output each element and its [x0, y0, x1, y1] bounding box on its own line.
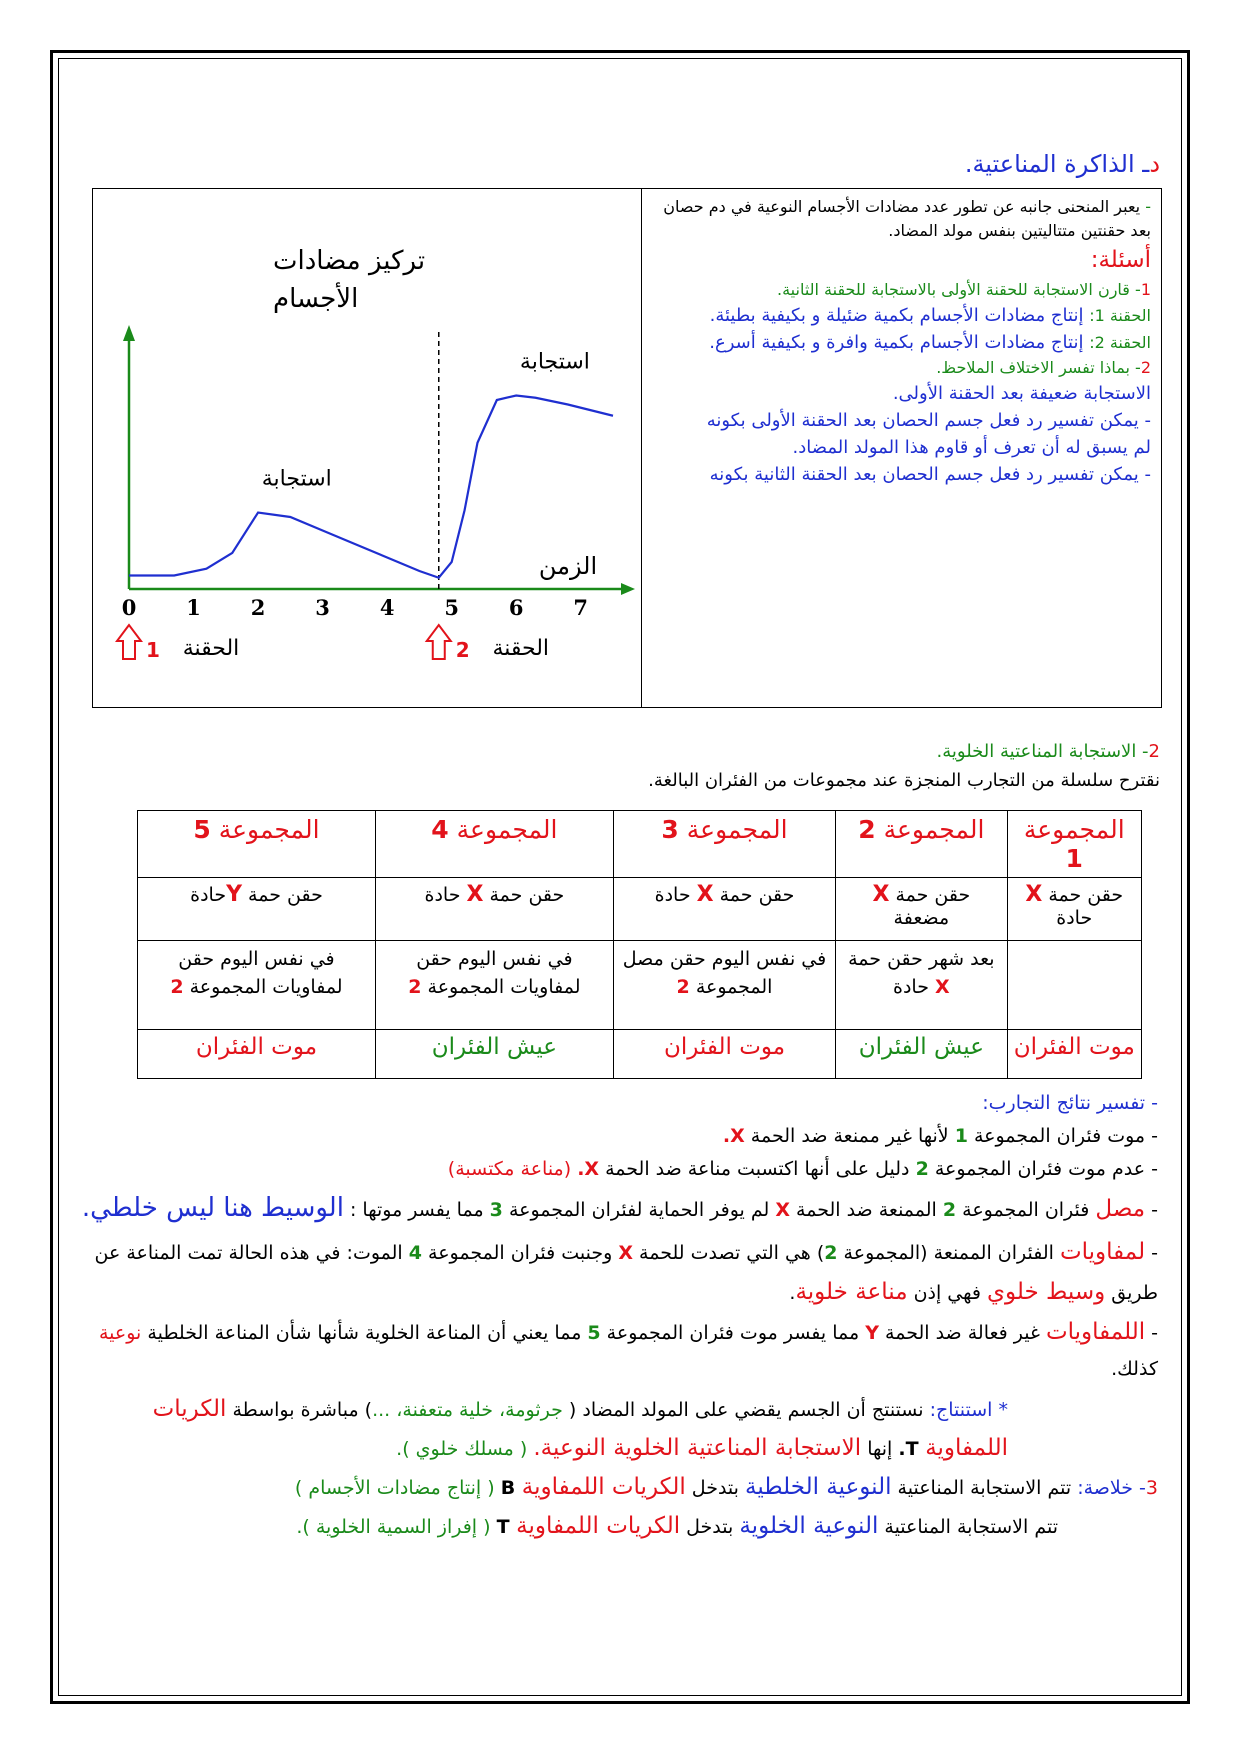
injection-text: حقن حمة [889, 883, 971, 906]
y-axis-arrow [123, 325, 135, 341]
injection-arrow-icon [427, 625, 451, 659]
x-tick-label: 7 [573, 595, 589, 620]
x-tick-label: 6 [508, 595, 524, 620]
highlight-value: X [935, 976, 950, 999]
group-header-4 [375, 810, 613, 877]
second-text: بعد شهر حقن حمة [848, 947, 995, 970]
injection-arrow-icon [117, 625, 141, 659]
x-axis-label: الزمن [538, 552, 598, 580]
table-row-result [138, 1029, 1142, 1078]
x-tick-label: 5 [444, 595, 459, 620]
first-injection-1 [1007, 877, 1142, 940]
x-tick-label: 4 [379, 595, 395, 620]
virus-letter: X [696, 881, 714, 907]
table-header-row [138, 810, 1142, 877]
group-word: المجموعة [686, 814, 788, 844]
group-word: المجموعة [218, 814, 320, 844]
questions-heading: أسئلة: [1090, 247, 1151, 273]
result-2: عيش الفئران [836, 1029, 1007, 1078]
group-number: 3 [661, 814, 679, 844]
group-number: 5 [193, 814, 211, 844]
x-tick-label: 3 [315, 595, 330, 620]
highlight-value: 2 [676, 976, 690, 999]
virus-letter: X [1025, 881, 1043, 907]
injection-text: حقن حمة [483, 883, 565, 906]
first-injection-2 [836, 877, 1007, 940]
injection-text: مضعفة [893, 906, 950, 929]
group-header-1 [1007, 810, 1142, 877]
antibody-chart-svg [93, 189, 641, 707]
section-d-title: دـ الذاكرة المناعتية. [964, 150, 1160, 178]
highlight-value: 2 [170, 976, 184, 999]
group-header-5 [138, 810, 376, 877]
injection-text: حادة [654, 883, 697, 906]
experiments-table [137, 810, 1142, 1079]
y-axis-label-line2: الأجسام [273, 284, 359, 314]
injection-number-1: 1 [146, 638, 160, 662]
group-number: 1 [1065, 843, 1083, 873]
interpretation: - تفسير نتائج التجارب: - موت فئران المجموعة 1 لأنها غير ممنعة ضد الحمة X. - عدم موت فئران المجموعة 2 دليل على أنها اكتسبت مناعة ضد الحمة X. (مناعة مكتسبة) - مصل فئران المجموعة 2 الممنعة ضد الحمة X لم يوفر الحماية لفئران المجموعة 3 مما يفسر موتها : الوسيط هنا ليس خلطي. - لمفاويات الفئران الممنعة (المجموعة 2) هي التي تصدت للحمة X وجنبت فئران المجموعة 4 الموت: في هذه الحالة تمت المناعة عن طريق وسيط خلوي فهي إذن مناعة خلوية. - اللمفاويات غير فعالة ضد الحمة Y مما يفسر موت فئران المجموعة 5 مما يعني أن المناعة الخلوية شأنها شأن المناعة الخلطية نوعية كذلك. [81, 1091, 1158, 1380]
section-2: 2- الاستجابة المناعتية الخلوية. نقترح سلسلة من التجارب المنجزة عند مجموعات من الفئران البالغة. [70, 738, 1160, 796]
second-injection-3 [613, 940, 835, 1029]
group-header-2 [836, 810, 1007, 877]
second-text: في نفس اليوم حقن لمفاويات المجموعة [178, 947, 343, 999]
x-tick-label: 0 [121, 595, 137, 620]
x-tick-label: 2 [250, 595, 266, 620]
virus-letter: X [872, 881, 890, 907]
second-text: في نفس اليوم حقن لمفاويات المجموعة [416, 947, 581, 999]
injection-text: حقن حمة [1042, 883, 1124, 906]
table-row-first-injection [138, 877, 1142, 940]
result-5: موت الفئران [138, 1029, 376, 1078]
response-annotation-2: استجابة [519, 349, 590, 375]
group-word: المجموعة [456, 814, 558, 844]
group-word: المجموعة [1023, 814, 1125, 844]
second-text: حادة [893, 976, 936, 999]
antibody-chart [93, 189, 642, 707]
virus-letter: X [466, 881, 484, 907]
first-injection-3 [613, 877, 835, 940]
result-4: عيش الفئران [375, 1029, 613, 1078]
table-row-second-injection [138, 940, 1142, 1029]
response-annotation-1: استجابة [261, 466, 332, 492]
group-number: 2 [858, 814, 876, 844]
section-2-intro: نقترح سلسلة من التجارب المنجزة عند مجموعات من الفئران البالغة. [648, 769, 1160, 791]
first-injection-4 [375, 877, 613, 940]
virus-letter: Y [226, 881, 242, 907]
second-injection-2 [836, 940, 1007, 1029]
y-axis-label-line1: تركيز مضادات [273, 246, 426, 276]
second-injection-1 [1007, 940, 1142, 1029]
injection-text: حادة [190, 883, 227, 906]
conclusion: * استنتاج: نستنتج أن الجسم يقضي على المولد المضاد ( جرثومة، خلية متعفنة، ...) مباشرة بواسطة الكريات اللمفاوية T. إنها الاستجابة المناعتية الخلوية النوعية. ( مسلك خلوي ). 3- خلاصة: تتم الاستجابة المناعتية النوعية الخلطية بتدخل الكريات اللمفاوية B ( إنتاج مضادات الأجسام ) تتم الاستجابة المناعتية النوعية الخلوية بتدخل الكريات اللمفاوية T ( إفراز السمية الخلوية ). [152, 1395, 1158, 1540]
graph-box [92, 188, 1162, 708]
result-3: موت الفئران [613, 1029, 835, 1078]
injection-text: حادة [424, 883, 467, 906]
document-body [70, 150, 1170, 1546]
result-1: موت الفئران [1007, 1029, 1142, 1078]
second-text: في نفس اليوم حقن مصل المجموعة [622, 947, 827, 999]
antibody-curve [129, 396, 613, 578]
injection-number-2: 2 [455, 638, 470, 662]
second-injection-4 [375, 940, 613, 1029]
injection-label-1: الحقنة [182, 636, 240, 661]
first-injection-5 [138, 877, 376, 940]
injection-text: حقن حمة [713, 883, 795, 906]
group-number: 4 [431, 814, 449, 844]
x-axis-arrow [621, 583, 635, 595]
group-word: المجموعة [883, 814, 985, 844]
injection-text: حادة [1056, 906, 1093, 929]
second-injection-5 [138, 940, 376, 1029]
x-tick-label: 1 [186, 595, 201, 620]
graph-questions: - يعبر المنحنى جانبه عن تطور عدد مضادات الأجسام النوعية في دم حصان بعد حقنتين متتاليتين بنفس مولد المضاد. أسئلة: 1- قارن الاستجابة للحقنة الأولى بالاستجابة للحقنة الثانية. الحقنة 1: إنتاج مضادات الأجسام بكمية ضئيلة و بكيفية بطيئة. الحقنة 2: إنتاج مضادات الأجسام بكمية وافرة و بكيفية أسرع. 2- بماذا تفسر الاختلاف الملاحظ. الاستجابة ضعيفة بعد الحقنة الأولى. - يمكن تفسير رد فعل جسم الحصان بعد الحقنة الأولى بكونه لم يسبق له أن تعرف أو قاوم هذا المولد المضاد. - يمكن تفسير رد فعل جسم الحصان بعد الحقنة الثانية بكونه [642, 189, 1161, 707]
injection-label-2: الحقنة [492, 636, 550, 661]
group-header-3 [613, 810, 835, 877]
highlight-value: 2 [408, 976, 422, 999]
injection-text: حقن حمة [242, 883, 323, 906]
